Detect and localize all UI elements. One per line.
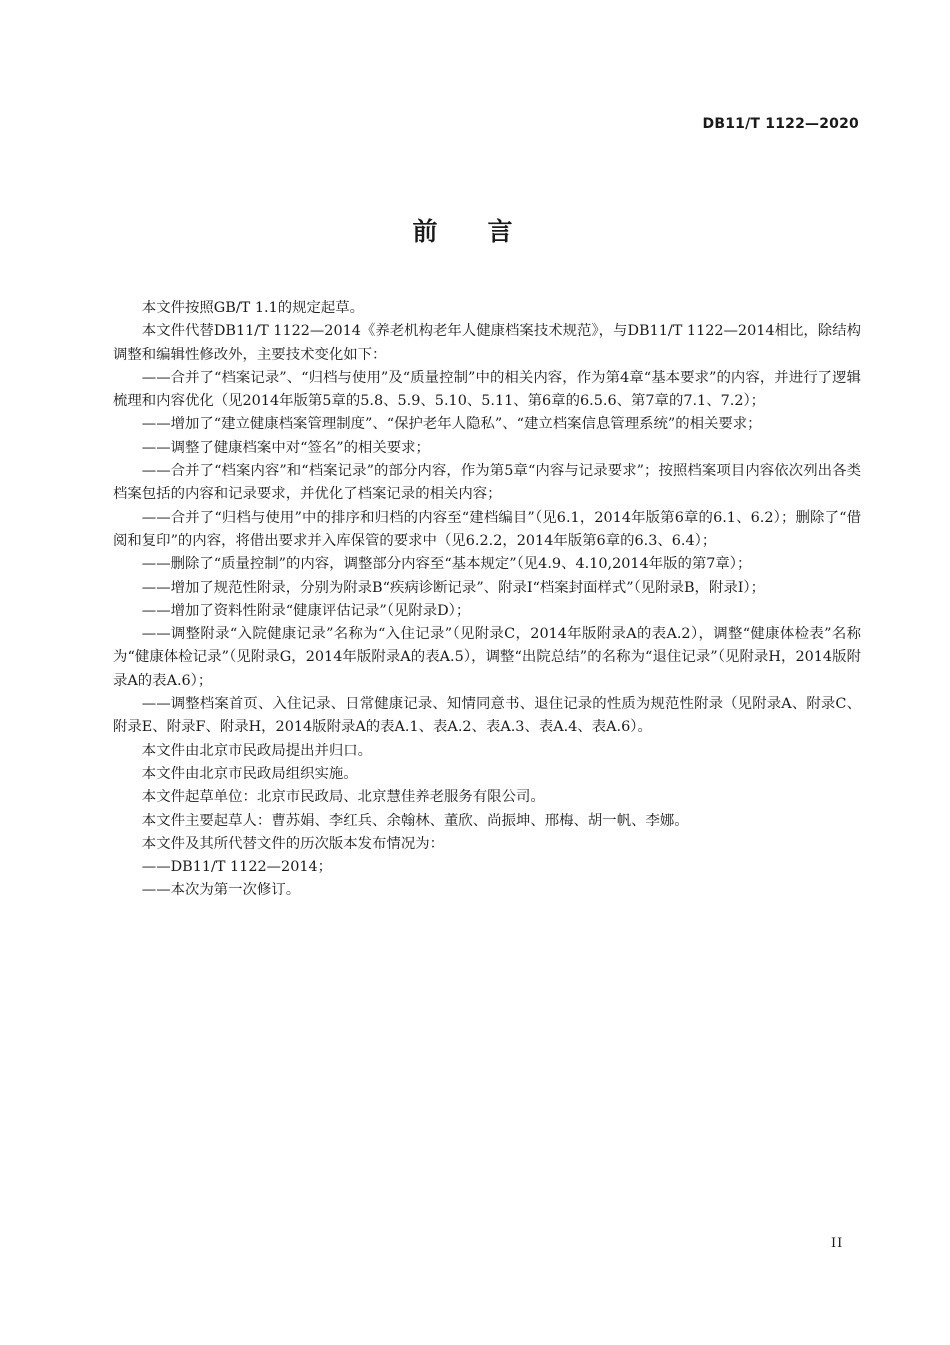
change-item: ——调整附录“入院健康记录”名称为“入住记录”（见附录C，2014年版附录A的表A.2），调整“健康体检表”名称为“健康体检记录”（见附录G，2014年版附录A的表A.5），调整“出院总结”的名称为“退住记录”（见附录H，2014版附录A的表A.6）；	[113, 626, 861, 689]
change-item: ——调整了健康档案中对“签名”的相关要求；	[141, 439, 430, 456]
page-number: II	[831, 1236, 844, 1251]
paragraph-drafting-rule: 本文件按照GB/T 1.1的规定起草。	[141, 300, 365, 316]
change-item: ——合并了“档案记录”、“归档与使用”及“质量控制”中的相关内容，作为第4章“基本要求”的内容，并进行了逻辑梳理和内容优化（见2014年版第5章的5.8、5.9、5.10、5.11、第6章的6.5.6、第7章的7.1、7.2）；	[113, 369, 861, 410]
foreword-body	[113, 297, 861, 903]
change-item: ——合并了“归档与使用”中的排序和归档的内容至“建档编目”（见6.1，2014年版第6章的6.1、6.2）；删除了“借阅和复印”的内容，将借出要求并入库保管的要求中（见6.2.2，2014年版第6章的6.3、6.4）；	[113, 509, 861, 549]
paragraph-proposer: 本文件由北京市民政局提出并归口。	[141, 742, 373, 759]
paragraph-drafters: 本文件主要起草人：曹苏娟、李红兵、余翰林、董欣、尚振坤、邢梅、胡一帆、李娜。	[141, 812, 689, 829]
change-item: ——合并了“档案内容”和“档案记录”的部分内容，作为第5章“内容与记录要求”；按照档案项目内容依次列出各类档案包括的内容和记录要求，并优化了档案记录的相关内容；	[113, 463, 861, 503]
paragraph-implementer: 本文件由北京市民政局组织实施。	[141, 765, 358, 782]
change-item: ——增加了资料性附录“健康评估记录”（见附录D）；	[141, 602, 471, 619]
version-item: ——DB11/T 1122—2014；	[141, 859, 333, 876]
page-title: 前言	[412, 217, 563, 246]
change-item: ——调整档案首页、入住记录、日常健康记录、知情同意书、退住记录的性质为规范性附录（见附录A、附录C、附录E、附录F、附录H，2014版附录A的表A.1、表A.2、表A.3、表A.4、表A.6）。	[113, 696, 861, 736]
change-item: ——增加了“建立健康档案管理制度”、“保护老年人隐私”、“建立档案信息管理系统”的相关要求；	[141, 416, 762, 433]
version-item: ——本次为第一次修订。	[141, 882, 301, 899]
document-code: DB11/T 1122—2020	[702, 116, 859, 132]
change-item: ——增加了规范性附录，分别为附录B“疾病诊断记录”、附录I“档案封面样式”（见附录B，附录I）；	[141, 579, 765, 596]
paragraph-drafting-units: 本文件起草单位：北京市民政局、北京慧佳养老服务有限公司。	[141, 789, 545, 806]
change-item: ——删除了“质量控制”的内容，调整部分内容至“基本规定”（见4.9、4.10,2014年版的第7章）；	[141, 556, 752, 573]
paragraph-version-history: 本文件及其所代替文件的历次版本发布情况为：	[141, 835, 445, 852]
paragraph-replacement: 本文件代替DB11/T 1122—2014《养老机构老年人健康档案技术规范》，与DB11/T 1122—2014相比，除结构调整和编辑性修改外，主要技术变化如下：	[113, 323, 861, 363]
